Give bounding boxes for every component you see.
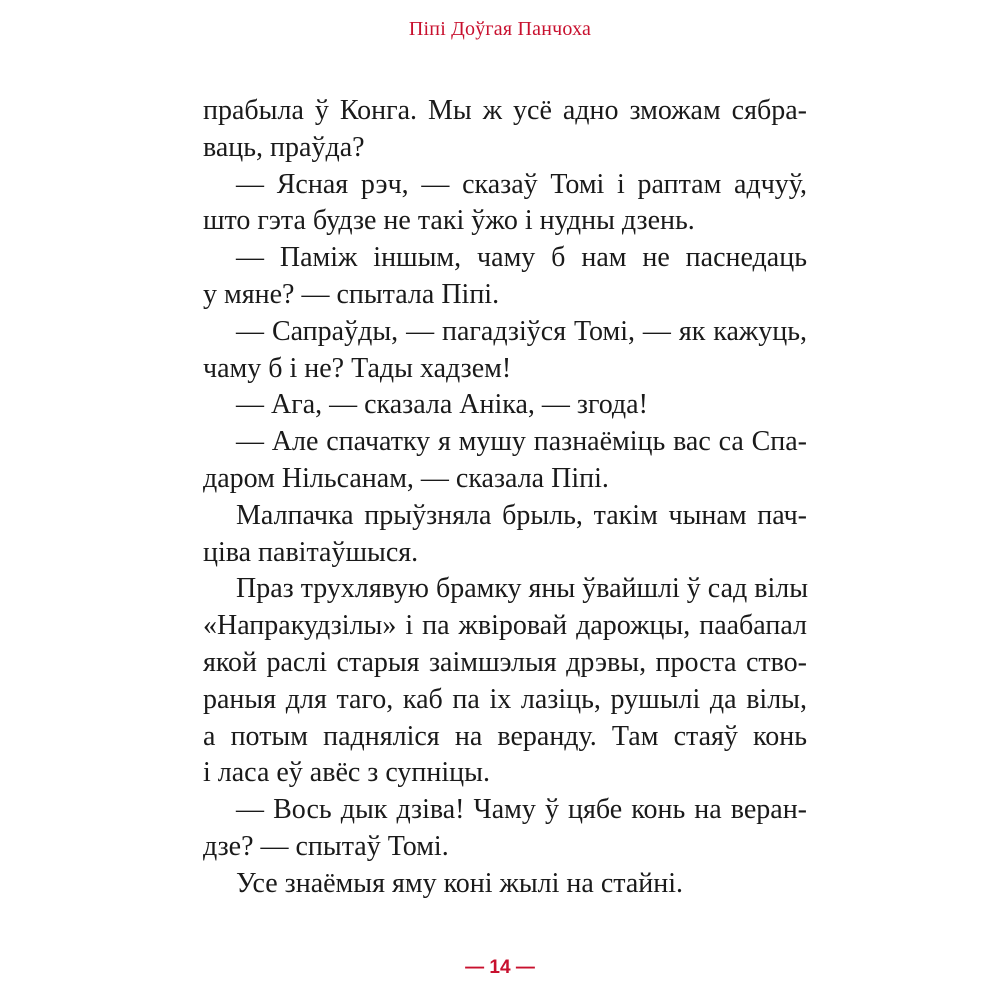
text-line: — Сапраўды, — пагадзіўся Томі, — як кажуць, [236, 315, 807, 347]
text-line: — Ясная рэч, — сказаў Томі і раптам адчуў, [236, 168, 807, 200]
text-line: — Але спачатку я мушу пазнаёміць вас са Спа- [236, 426, 807, 458]
text-line: Усе знаёмыя яму коні жылі на стайні. [236, 867, 684, 899]
text-line: якой раслі старыя заімшэлыя дрэвы, проста ство- [203, 646, 807, 678]
text-line: прабыла ў Конга. Мы ж усё адно зможам сябра- [203, 95, 807, 126]
text-line: ваць, праўда? [203, 131, 365, 163]
text-line: дзе? — спытаў Томі. [203, 830, 449, 862]
text-line: і ласа еў авёс з супніцы. [203, 757, 490, 789]
page-number: — 14 — [465, 957, 535, 978]
text-line: — Паміж іншым, чаму б нам не паснедаць [236, 242, 807, 274]
running-header: Піпі Доўгая Панчоха [408, 18, 592, 40]
text-line: — Ага, — сказала Аніка, — згода! [236, 389, 648, 421]
text-line: Праз трухлявую брамку яны ўвайшлі ў сад вілы [236, 573, 809, 605]
text-line: што гэта будзе не такі ўжо і нудны дзень. [203, 205, 695, 237]
text-line: а потым падняліся на веранду. Там стаяў конь [203, 720, 807, 752]
text-line: — Вось дык дзіва! Чаму ў цябе конь на веран- [236, 794, 807, 826]
text-line: ціва павітаўшыся. [203, 536, 419, 568]
text-line: Малпачка прыўзняла брыль, такім чынам пач- [236, 499, 807, 531]
text-line: чаму б і не? Тады хадзем! [203, 352, 512, 384]
text-line: раныя для таго, каб па іх лазіць, рушылі да вілы, [203, 683, 807, 715]
text-line: даром Нільсанам, — сказала Піпі. [203, 462, 609, 494]
body-text [203, 93, 807, 903]
text-line: у мяне? — спытала Піпі. [203, 278, 500, 310]
text-line: «Напракудзілы» і па жвіровай дарожцы, паабапал [203, 610, 807, 642]
